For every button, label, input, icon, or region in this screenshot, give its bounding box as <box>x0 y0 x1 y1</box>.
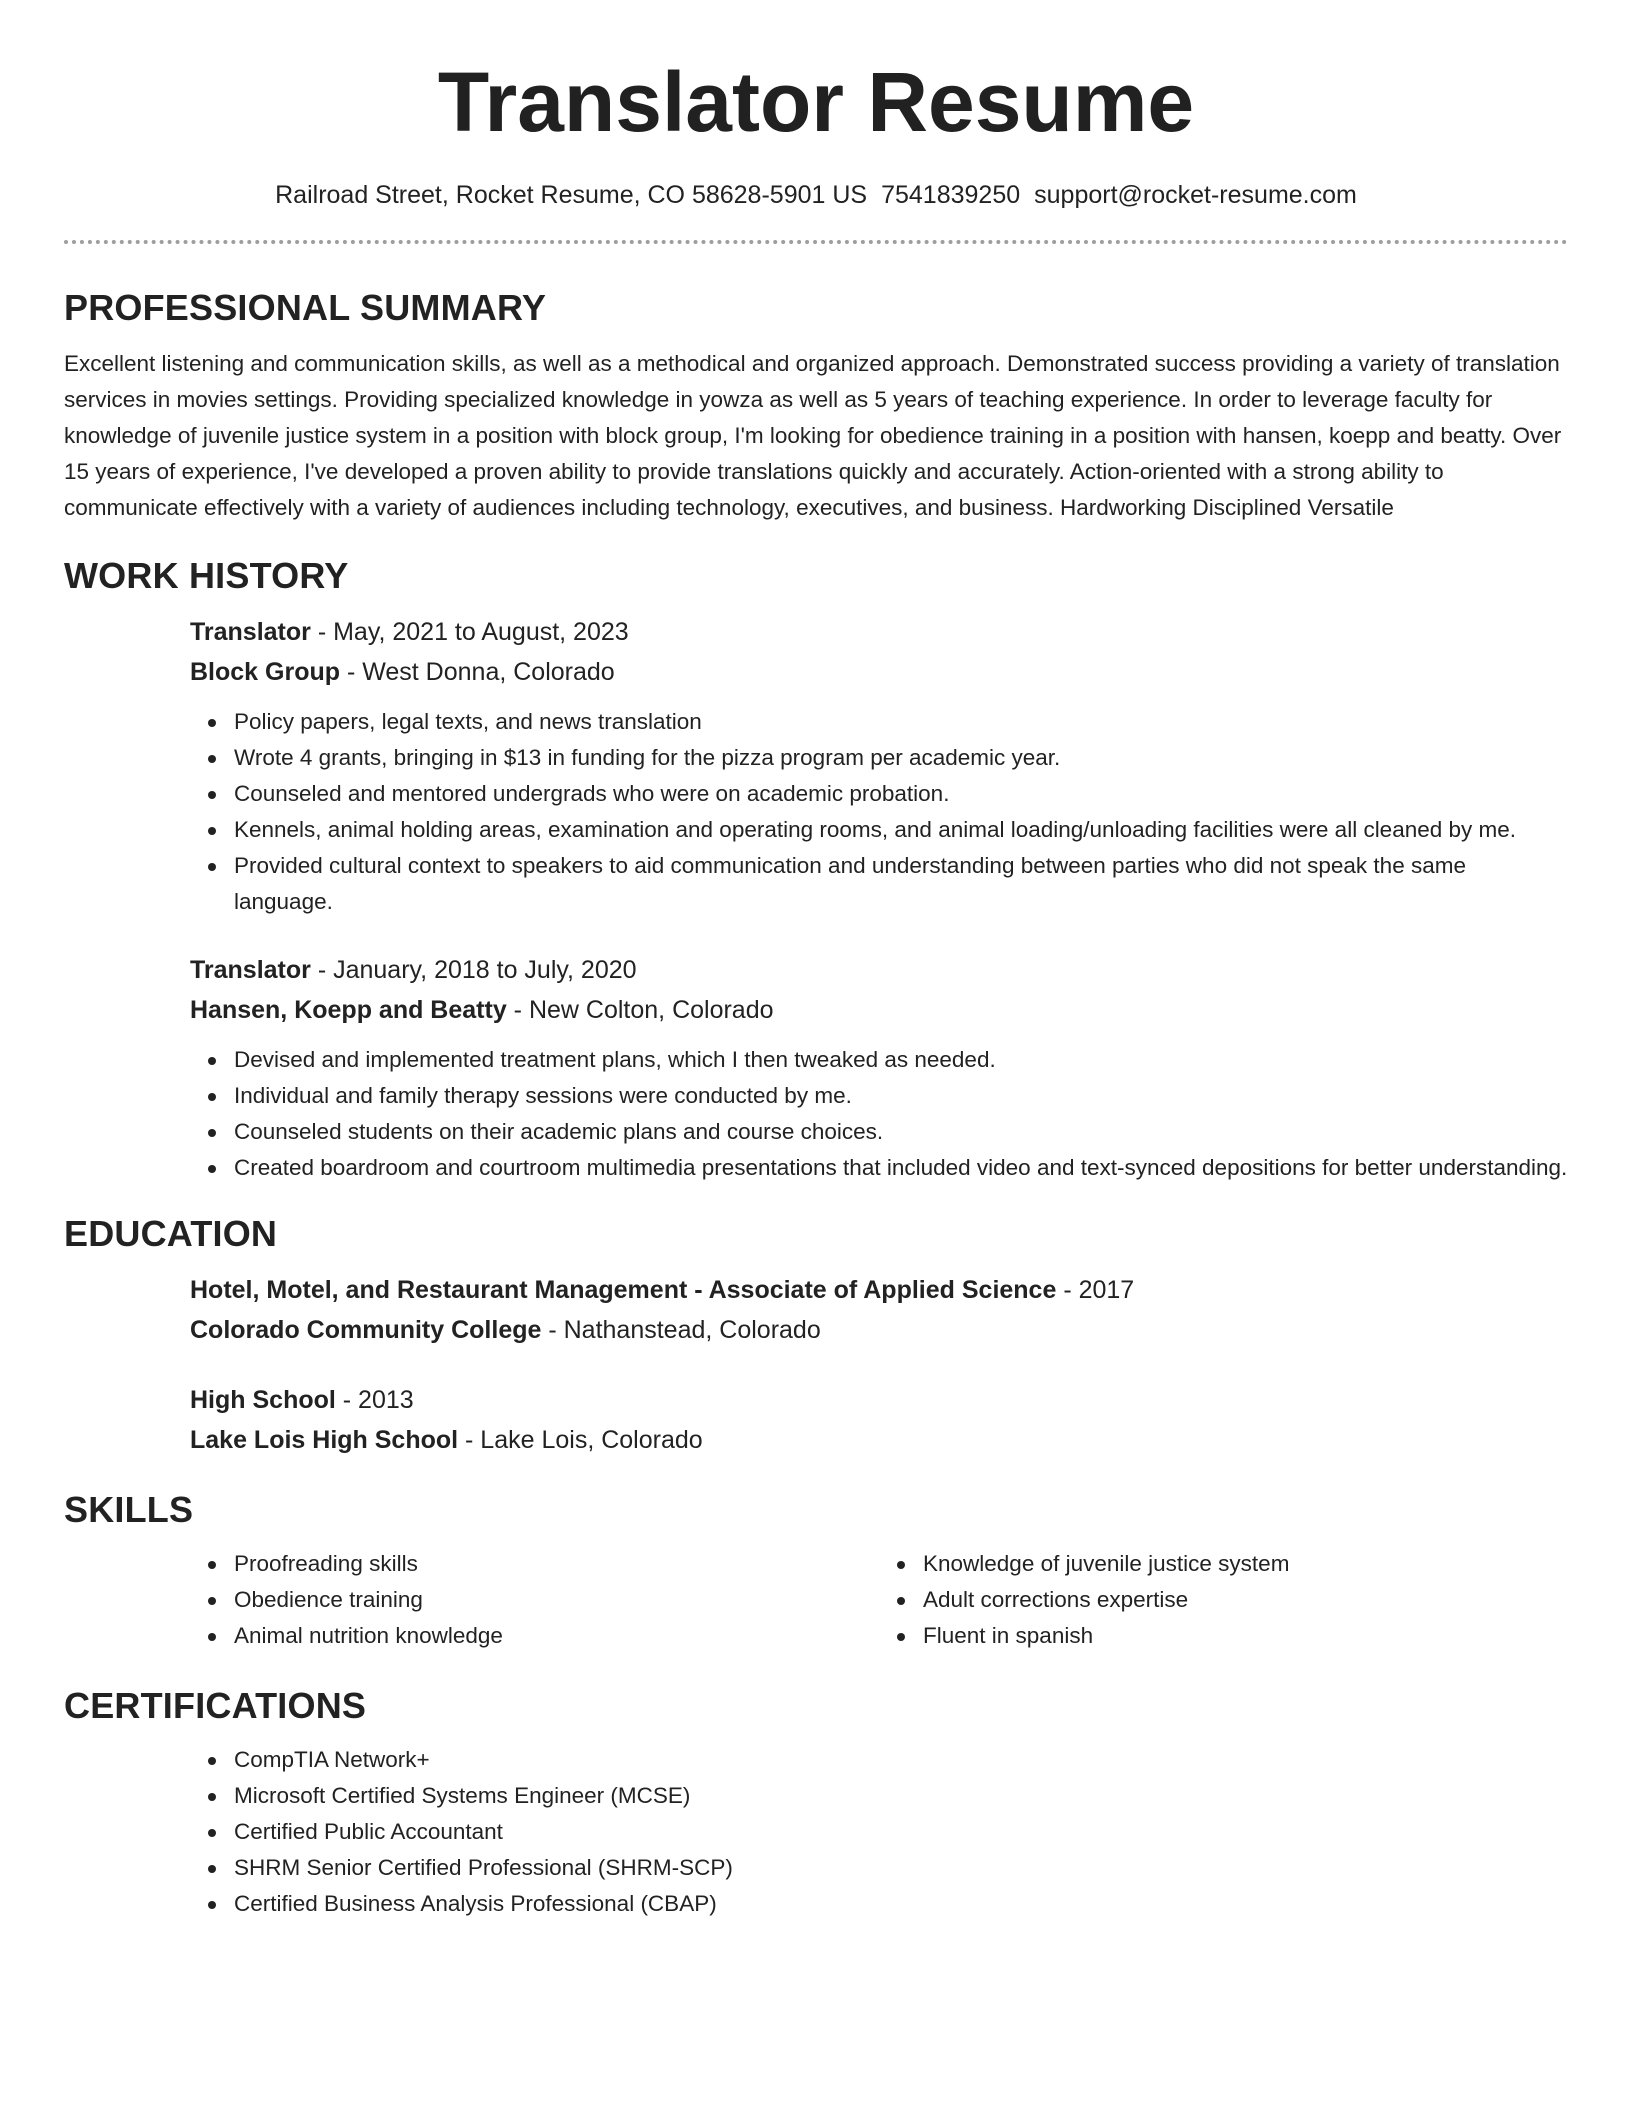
skill-item: Adult corrections expertise <box>923 1582 1568 1618</box>
education-degree: High School <box>190 1386 336 1414</box>
skill-item: Animal nutrition knowledge <box>234 1618 879 1654</box>
list-item: Devised and implemented treatment plans, which I then tweaked as needed. <box>234 1042 1568 1078</box>
list-item: Wrote 4 grants, bringing in $13 in funding for the pizza program per academic year. <box>234 740 1568 776</box>
education-year: - 2017 <box>1056 1276 1135 1304</box>
job-location: - New Colton, Colorado <box>506 996 774 1024</box>
education-entry <box>190 1270 1568 1350</box>
list-item: Kennels, animal holding areas, examination and operating rooms, and animal loading/unloading facilities were all cleaned by me. <box>234 812 1568 848</box>
section-title-skills: SKILLS <box>64 1489 194 1530</box>
certification-item: Certified Public Accountant <box>234 1814 1568 1850</box>
skill-item: Obedience training <box>234 1582 879 1618</box>
certifications-list <box>190 1742 1568 1922</box>
job-company-line <box>190 652 1568 692</box>
resume-page <box>64 52 1568 1922</box>
certification-item: Certified Business Analysis Professional (CBAP) <box>234 1886 1568 1922</box>
education-location: - Lake Lois, Colorado <box>458 1426 703 1454</box>
resume-title: Translator Resume <box>437 55 1195 149</box>
skills-column-right <box>879 1546 1568 1654</box>
header-divider <box>64 240 1568 244</box>
list-item: Policy papers, legal texts, and news translation <box>234 704 1568 740</box>
education-degree: Hotel, Motel, and Restaurant Management - Associate of Applied Science <box>190 1276 1057 1304</box>
contact-email: support@rocket-resume.com <box>1034 181 1357 209</box>
skill-item: Proofreading skills <box>234 1546 879 1582</box>
education-location: - Nathanstead, Colorado <box>541 1316 821 1344</box>
summary-text: Excellent listening and communication skills, as well as a methodical and organized approach. Demonstrated success providing a variety of translation services in movies settings. Providing specialized knowledge in yowza as well as 5 years of teaching experience. In order to leverage faculty for knowledge of juvenile justice system in a position with block group, I'm looking for obedience training in a position with hansen, koepp and beatty. Over 15 years of experience, I've developed a proven ability to provide translations quickly and accurately. Action-oriented with a strong ability to communicate effectively with a variety of audiences including technology, executives, and business. Hardworking Disciplined Versatile <box>64 351 1562 520</box>
section-title-summary: PROFESSIONAL SUMMARY <box>64 287 547 328</box>
list-item: Counseled and mentored undergrads who were on academic probation. <box>234 776 1568 812</box>
education-school: Colorado Community College <box>190 1316 542 1344</box>
job-company: Hansen, Koepp and Beatty <box>190 996 507 1024</box>
contact-phone: 7541839250 <box>881 181 1021 209</box>
job-location: - West Donna, Colorado <box>340 658 615 686</box>
certifications-block <box>190 1742 1568 1922</box>
education-school-line <box>190 1310 1568 1350</box>
list-item: Provided cultural context to speakers to aid communication and understanding between parties who did not speak the same language. <box>234 848 1568 920</box>
education-school-line <box>190 1420 1568 1460</box>
job-dates: - January, 2018 to July, 2020 <box>310 956 637 984</box>
list-item: Counseled students on their academic plans and course choices. <box>234 1114 1568 1150</box>
skills-grid <box>190 1546 1568 1654</box>
job-bullets <box>190 1042 1568 1186</box>
skills-column-left <box>190 1546 879 1654</box>
education-degree-line <box>190 1380 1568 1420</box>
certification-item: SHRM Senior Certified Professional (SHRM-SCP) <box>234 1850 1568 1886</box>
job-title-line <box>190 950 1568 990</box>
list-item: Individual and family therapy sessions were conducted by me. <box>234 1078 1568 1114</box>
skill-item: Knowledge of juvenile justice system <box>923 1546 1568 1582</box>
skill-item: Fluent in spanish <box>923 1618 1568 1654</box>
job-role: Translator <box>190 956 311 984</box>
job-entry <box>190 950 1568 1186</box>
education-entry <box>190 1380 1568 1460</box>
section-title-certifications: CERTIFICATIONS <box>64 1685 367 1726</box>
job-company: Block Group <box>190 658 341 686</box>
job-dates: - May, 2021 to August, 2023 <box>310 618 629 646</box>
certification-item: CompTIA Network+ <box>234 1742 1568 1778</box>
education-year: - 2013 <box>335 1386 414 1414</box>
contact-line <box>64 178 1568 212</box>
contact-address: Railroad Street, Rocket Resume, CO 58628-5901 US <box>275 181 868 209</box>
education-school: Lake Lois High School <box>190 1426 459 1454</box>
section-title-work-history: WORK HISTORY <box>64 555 349 596</box>
list-item: Created boardroom and courtroom multimedia presentations that included video and text-synced depositions for better understanding. <box>234 1150 1568 1186</box>
job-role: Translator <box>190 618 311 646</box>
certification-item: Microsoft Certified Systems Engineer (MCSE) <box>234 1778 1568 1814</box>
job-title-line <box>190 612 1568 652</box>
job-bullets <box>190 704 1568 920</box>
job-company-line <box>190 990 1568 1030</box>
education-degree-line <box>190 1270 1568 1310</box>
job-entry <box>190 612 1568 920</box>
section-title-education: EDUCATION <box>64 1213 278 1254</box>
